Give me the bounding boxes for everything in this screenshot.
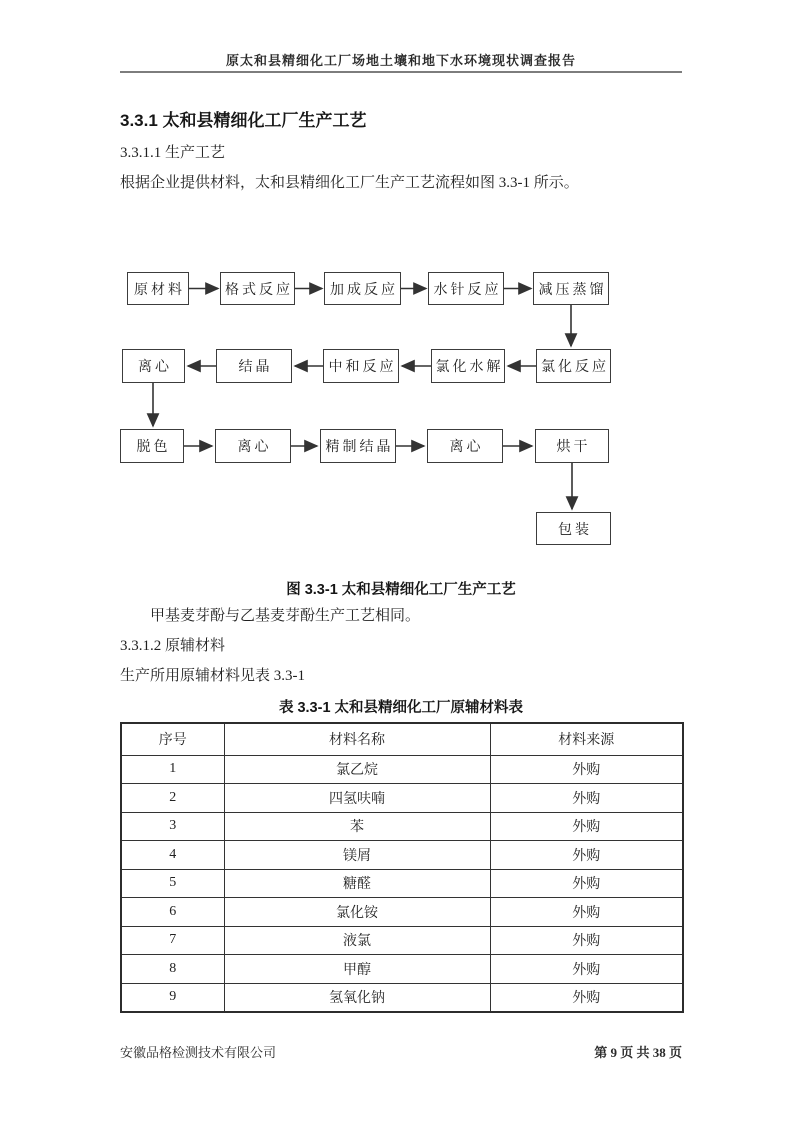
table-header-row	[121, 723, 683, 755]
cell-source: 外购	[490, 955, 683, 984]
cell-source: 外购	[490, 755, 683, 784]
table-row	[121, 898, 683, 927]
table-caption: 表 3.3-1 太和县精细化工厂原辅材料表	[278, 700, 524, 716]
flow-box-neutralization: 中和反应	[323, 349, 399, 383]
flow-box-crystallization: 结晶	[216, 349, 292, 383]
flow-box-decolorization: 脱色	[120, 429, 184, 463]
col-header-source: 材料来源	[490, 723, 683, 755]
table-row	[121, 755, 683, 784]
cell-index: 9	[121, 983, 224, 1012]
cell-index: 2	[121, 784, 224, 813]
cell-source: 外购	[490, 898, 683, 927]
cell-name: 苯	[224, 812, 490, 841]
header-rule	[120, 71, 682, 73]
cell-name: 四氢呋喃	[224, 784, 490, 813]
flow-box-vacuum-distillation: 减压蒸馏	[533, 272, 609, 305]
cell-name: 糖醛	[224, 869, 490, 898]
flow-box-centrifuge-3: 离心	[427, 429, 503, 463]
paragraph-intro: 根据企业提供材料，太和县精细化工厂生产工艺流程如图 3.3-1 所示。	[120, 175, 579, 191]
subsection-heading-3-3-1-2: 3.3.1.2 原辅材料	[120, 638, 226, 654]
cell-name: 氢氧化钠	[224, 983, 490, 1012]
cell-name: 氯乙烷	[224, 755, 490, 784]
table-row	[121, 983, 683, 1012]
subsection-heading-3-3-1-1: 3.3.1.1 生产工艺	[120, 145, 226, 161]
flow-box-addition-reaction: 加成反应	[324, 272, 401, 305]
page-header-title: 原太和县精细化工厂场地土壤和地下水环境现状调查报告	[225, 53, 576, 68]
cell-index: 7	[121, 926, 224, 955]
flow-box-centrifuge-2: 离心	[215, 429, 291, 463]
cell-name: 氯化铵	[224, 898, 490, 927]
table-row	[121, 955, 683, 984]
col-header-name: 材料名称	[224, 723, 490, 755]
flow-box-drying: 烘干	[535, 429, 609, 463]
table-row	[121, 784, 683, 813]
flow-box-chlorination-hydrolysis: 氯化水解	[431, 349, 505, 383]
flow-box-refined-crystallization: 精制结晶	[320, 429, 396, 463]
paragraph-note: 甲基麦芽酚与乙基麦芽酚生产工艺相同。	[150, 608, 421, 624]
footer-page-number: 第 9 页 共 38 页	[594, 1045, 682, 1060]
table-row	[121, 869, 683, 898]
cell-name: 甲醇	[224, 955, 490, 984]
cell-name: 液氯	[224, 926, 490, 955]
table-row	[121, 926, 683, 955]
cell-index: 4	[121, 841, 224, 870]
flow-box-centrifuge-1: 离心	[122, 349, 185, 383]
cell-source: 外购	[490, 869, 683, 898]
figure-caption: 图 3.3-1 太和县精细化工厂生产工艺	[286, 582, 516, 598]
table-row	[121, 812, 683, 841]
cell-index: 3	[121, 812, 224, 841]
cell-source: 外购	[490, 841, 683, 870]
flow-box-packaging: 包装	[536, 512, 611, 545]
process-flowchart	[110, 265, 690, 555]
materials-table	[120, 722, 684, 1013]
cell-index: 8	[121, 955, 224, 984]
cell-source: 外购	[490, 784, 683, 813]
table-row	[121, 841, 683, 870]
section-heading-3-3-1: 3.3.1 太和县精细化工厂生产工艺	[120, 111, 367, 130]
cell-source: 外购	[490, 812, 683, 841]
footer-company: 安徽品格检测技术有限公司	[120, 1045, 277, 1060]
flow-box-chlorination-reaction: 氯化反应	[536, 349, 611, 383]
cell-source: 外购	[490, 983, 683, 1012]
paragraph-table-ref: 生产所用原辅材料见表 3.3-1	[120, 668, 305, 684]
col-header-index: 序号	[121, 723, 224, 755]
flow-box-raw-material: 原材料	[127, 272, 189, 305]
flow-box-grignard-reaction: 格式反应	[220, 272, 295, 305]
cell-source: 外购	[490, 926, 683, 955]
cell-index: 6	[121, 898, 224, 927]
cell-index: 1	[121, 755, 224, 784]
flow-box-hydrolysis-reaction: 水针反应	[428, 272, 504, 305]
cell-index: 5	[121, 869, 224, 898]
cell-name: 镁屑	[224, 841, 490, 870]
